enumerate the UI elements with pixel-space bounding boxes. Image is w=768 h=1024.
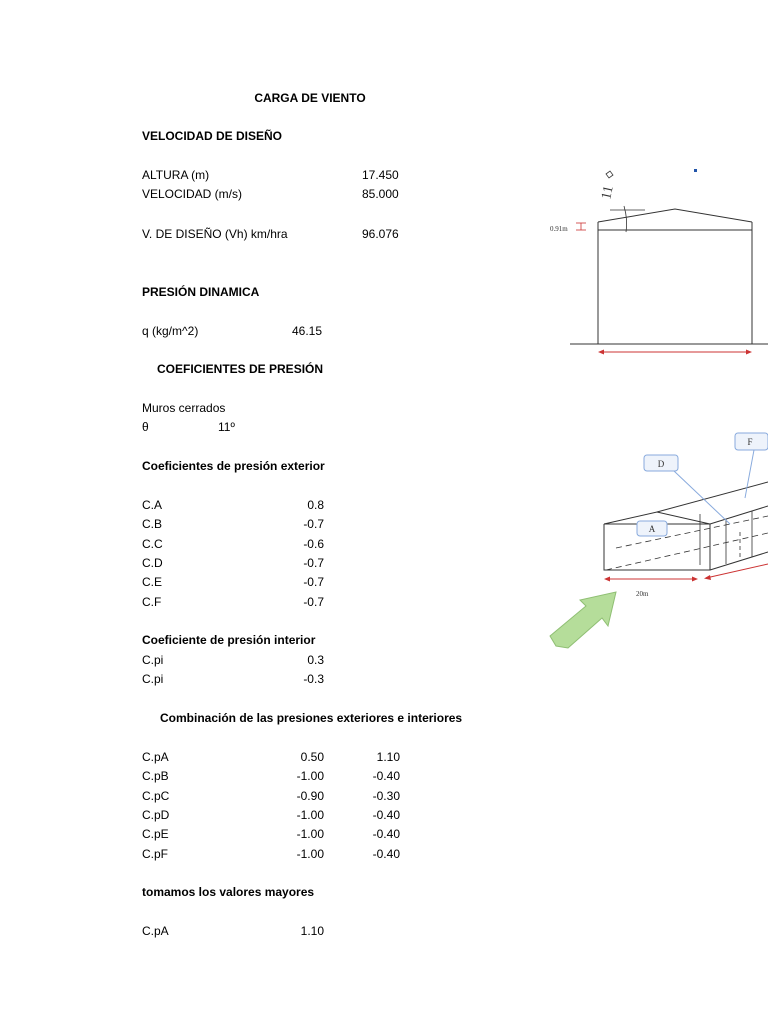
- velocidad-label: VELOCIDAD (m/s): [142, 187, 243, 201]
- roof-line: [598, 209, 752, 222]
- exterior-value: -0.7: [303, 575, 324, 589]
- exterior-value: -0.7: [303, 517, 324, 531]
- combinacion-v2: -0.40: [372, 769, 400, 783]
- combinacion-heading: Combinación de las presiones exteriores e interiores: [160, 711, 463, 725]
- angle-label: 11: [599, 184, 617, 201]
- velocidad-heading: VELOCIDAD DE DISEÑO: [142, 129, 283, 143]
- interior-label: C.pi: [142, 653, 164, 667]
- label-d: D: [657, 459, 665, 469]
- exterior-label: C.E: [142, 575, 163, 589]
- callout-f-line: [745, 450, 754, 498]
- combinacion-label: C.pE: [142, 827, 169, 841]
- altura-value: 17.450: [362, 168, 399, 182]
- exterior-value: -0.6: [303, 537, 324, 551]
- mayores-value: 1.10: [300, 924, 324, 938]
- exterior-label: C.C: [142, 537, 163, 551]
- vdiseno-label: V. DE DISEÑO (Vh) km/hra: [142, 227, 288, 241]
- combinacion-label: C.pB: [142, 769, 169, 783]
- q-value: 46.15: [292, 324, 323, 338]
- presion-heading: PRESIÓN DINAMICA: [142, 285, 260, 299]
- label-f: F: [747, 437, 753, 447]
- combinacion-label: C.pF: [142, 847, 169, 861]
- small-diamond-icon: [606, 171, 613, 178]
- isometric-building-figure: [540, 420, 768, 660]
- interior-value: 0.3: [307, 653, 324, 667]
- combinacion-v1: -1.00: [296, 769, 324, 783]
- combinacion-label: C.pC: [142, 789, 170, 803]
- combinacion-label: C.pD: [142, 808, 170, 822]
- combinacion-v1: 0.50: [300, 750, 324, 764]
- velocidad-value: 85.000: [362, 187, 399, 201]
- combinacion-v1: -1.00: [296, 808, 324, 822]
- length-dimension-line: [706, 564, 768, 578]
- callout-d-line: [674, 471, 730, 524]
- width-dim-label: 20m: [636, 590, 649, 598]
- exterior-value: -0.7: [303, 556, 324, 570]
- building-elevation-figure: [540, 160, 768, 370]
- exterior-label: C.A: [142, 498, 163, 512]
- combinacion-label: C.pA: [142, 750, 169, 764]
- exterior-value: -0.7: [303, 595, 324, 609]
- altura-label: ALTURA (m): [142, 168, 210, 182]
- mayores-heading: tomamos los valores mayores: [142, 885, 315, 899]
- blue-dot: [694, 169, 697, 172]
- combinacion-v2: -0.30: [372, 789, 400, 803]
- page-title: CARGA DE VIENTO: [254, 91, 366, 105]
- combinacion-v1: -1.00: [296, 847, 324, 861]
- combinacion-v2: -0.40: [372, 827, 400, 841]
- interior-heading: Coeficiente de presión interior: [142, 633, 316, 647]
- interior-label: C.pi: [142, 672, 164, 686]
- exterior-label: C.D: [142, 556, 163, 570]
- exterior-label: C.F: [142, 595, 162, 609]
- eave-dim-label: 0.91m: [550, 225, 568, 233]
- interior-value: -0.3: [303, 672, 324, 686]
- combinacion-v1: -1.00: [296, 827, 324, 841]
- combinacion-v2: 1.10: [376, 750, 400, 764]
- mayores-label: C.pA: [142, 924, 169, 938]
- theta-label: θ: [142, 420, 149, 434]
- exterior-value: 0.8: [307, 498, 324, 512]
- coeficientes-heading: COEFICIENTES DE PRESIÓN: [157, 362, 324, 376]
- q-label: q (kg/m^2): [142, 324, 199, 338]
- wind-arrow-icon: [550, 592, 616, 648]
- combinacion-v2: -0.40: [372, 847, 400, 861]
- muros-label: Muros cerrados: [142, 401, 226, 415]
- combinacion-v1: -0.90: [296, 789, 324, 803]
- label-a: A: [648, 524, 656, 534]
- combinacion-v2: -0.40: [372, 808, 400, 822]
- exterior-heading: Coeficientes de presión exterior: [142, 459, 325, 473]
- exterior-label: C.B: [142, 517, 163, 531]
- theta-value: 11º: [218, 420, 235, 434]
- vdiseno-value: 96.076: [362, 227, 399, 241]
